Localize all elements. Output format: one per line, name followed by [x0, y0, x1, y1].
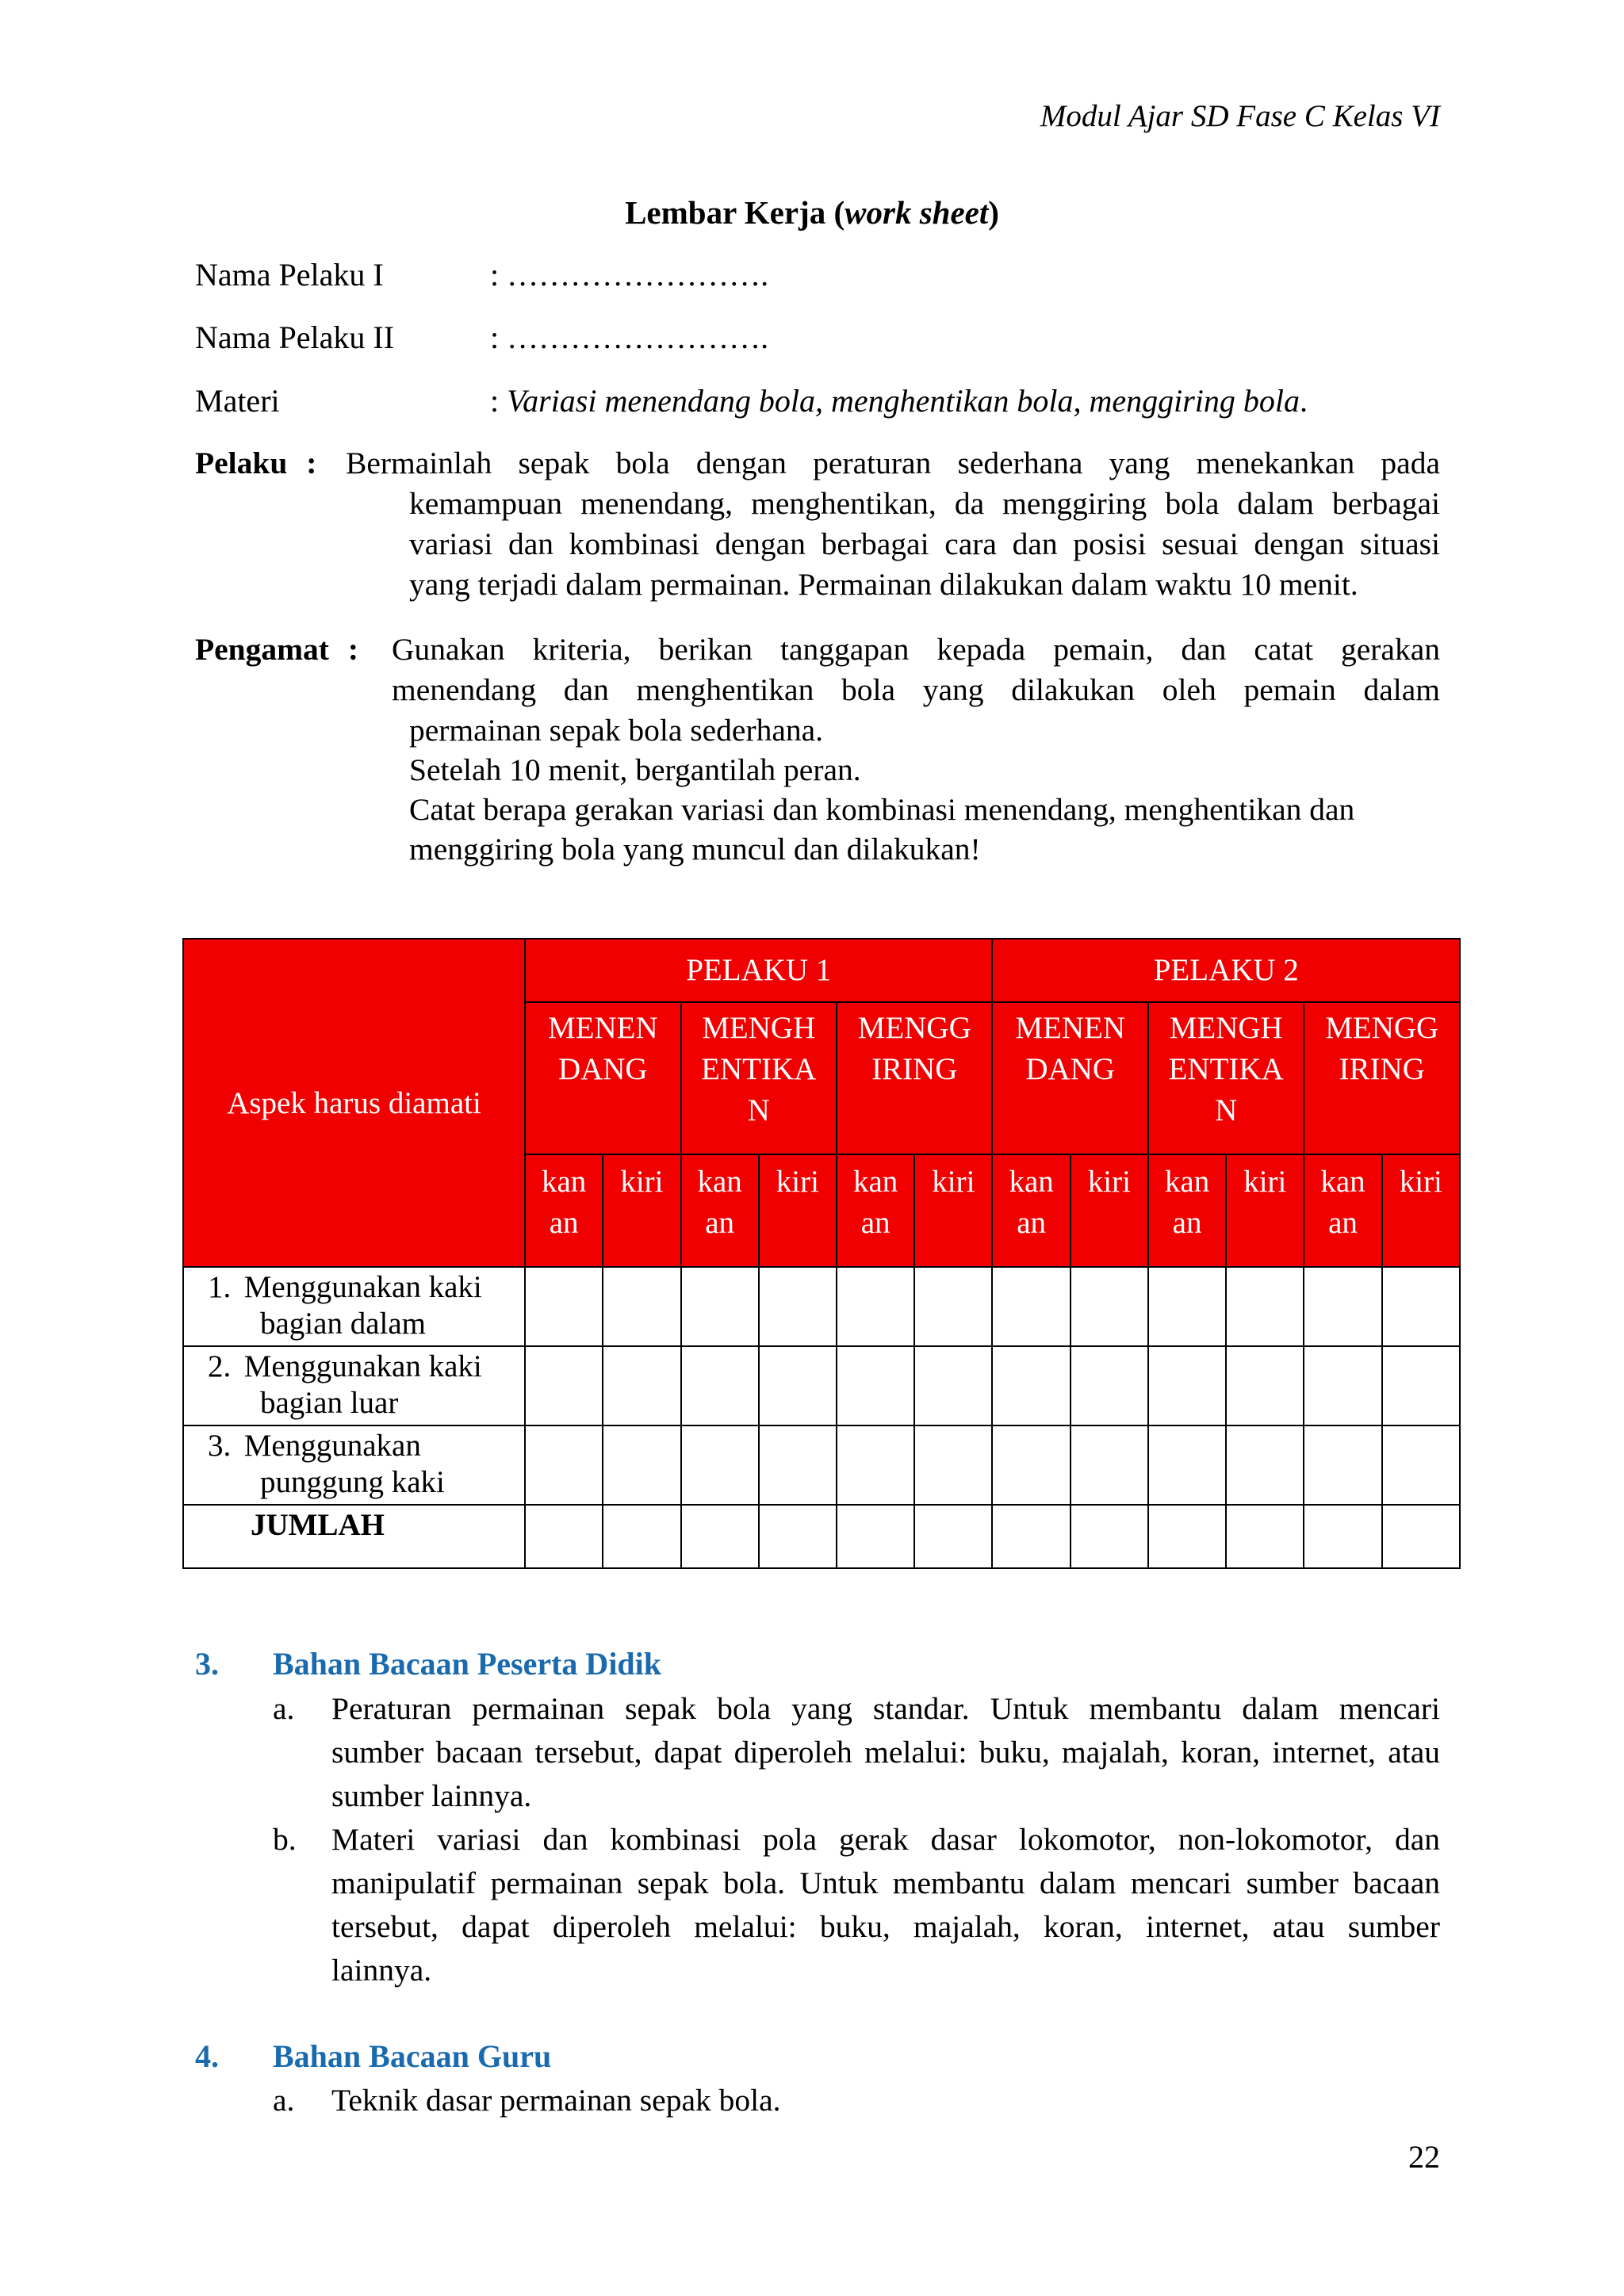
pengamat-line: menggiring bola yang muncul dan dilakukan! [409, 832, 981, 867]
entry-cell[interactable] [1071, 1267, 1148, 1346]
entry-cell[interactable] [681, 1346, 759, 1425]
side-kiri: kiri [759, 1154, 837, 1267]
entry-cell[interactable] [1071, 1346, 1148, 1425]
side-kiri: kiri [1071, 1154, 1148, 1267]
section-3-item-b [331, 1818, 1440, 1992]
entry-cell[interactable] [837, 1346, 914, 1425]
entry-cell[interactable] [1148, 1425, 1226, 1505]
skill-header-menghentikan: MENGH ENTIKA N [681, 1002, 837, 1154]
worksheet-title: Lembar Kerja (work sheet) [625, 194, 999, 231]
entry-cell[interactable] [681, 1505, 759, 1568]
entry-cell[interactable] [1226, 1346, 1304, 1425]
entry-cell[interactable] [759, 1505, 837, 1568]
entry-cell[interactable] [681, 1267, 759, 1346]
item-line: lainnya. [331, 1953, 432, 1988]
skill-header-menendang: MENEN DANG [992, 1002, 1147, 1154]
entry-cell[interactable] [992, 1346, 1070, 1425]
entry-cell[interactable] [603, 1425, 680, 1505]
entry-cell[interactable] [681, 1425, 759, 1505]
entry-cell[interactable] [1382, 1425, 1460, 1505]
entry-cell[interactable] [603, 1346, 680, 1425]
pelaku-label: Pelaku : [195, 446, 317, 480]
item-line: tersebut, dapat diperoleh melalui: buku, majalah, koran, internet, atau sumber [331, 1909, 1440, 1944]
pelaku-line: Bermainlah sepak bola dengan peraturan sederhana yang menekankan pada [346, 446, 1440, 480]
pelaku-line: yang terjadi dalam permainan. Permainan dilakukan dalam waktu 10 menit. [409, 567, 1358, 602]
item-line: Peraturan permainan sepak bola yang standar. Untuk membantu dalam mencari [331, 1691, 1440, 1726]
entry-cell[interactable] [992, 1505, 1070, 1568]
entry-cell[interactable] [1304, 1346, 1381, 1425]
entry-cell[interactable] [1304, 1267, 1381, 1346]
section-4-item-a: Teknik dasar permainan sepak bola. [331, 2083, 781, 2118]
entry-cell[interactable] [1148, 1267, 1226, 1346]
side-kanan: kan an [681, 1154, 759, 1267]
pelaku-line: variasi dan kombinasi dengan berbagai cara dan posisi sesuai dengan situasi [409, 526, 1440, 561]
side-kiri: kiri [914, 1154, 992, 1267]
side-kanan: kan an [1148, 1154, 1226, 1267]
entry-cell[interactable] [914, 1346, 992, 1425]
item-line: sumber lainnya. [331, 1778, 532, 1813]
pengamat-line: permainan sepak bola sederhana. [409, 713, 824, 748]
entry-cell[interactable] [1226, 1425, 1304, 1505]
side-kiri: kiri [1382, 1154, 1460, 1267]
skill-header-menggiring: MENGG IRING [1304, 1002, 1460, 1154]
group-header-pelaku-1: PELAKU 1 [525, 939, 992, 1002]
entry-cell[interactable] [837, 1505, 914, 1568]
field-label-pelaku-2: Nama Pelaku II [195, 320, 395, 355]
field-label-materi: Materi [195, 383, 280, 419]
entry-cell[interactable] [837, 1267, 914, 1346]
entry-cell[interactable] [1382, 1267, 1460, 1346]
page-number: 22 [1408, 2139, 1440, 2175]
aspect-header: Aspek harus diamati [183, 939, 525, 1267]
entry-cell[interactable] [914, 1425, 992, 1505]
total-label: JUMLAH [183, 1505, 525, 1568]
entry-cell[interactable] [759, 1346, 837, 1425]
pengamat-text [409, 710, 1440, 869]
row-label: 2. Menggunakan kaki bagian luar [183, 1346, 525, 1425]
entry-cell[interactable] [1148, 1346, 1226, 1425]
section-4-number: 4. [195, 2038, 219, 2074]
side-kanan: kan an [1304, 1154, 1381, 1267]
entry-cell[interactable] [525, 1425, 603, 1505]
field-label-pelaku-1: Nama Pelaku I [195, 257, 384, 293]
entry-cell[interactable] [914, 1267, 992, 1346]
observation-table [182, 938, 1461, 1569]
pengamat-line: menendang dan menghentikan bola yang dilakukan oleh pemain dalam [392, 672, 1440, 707]
group-header-pelaku-2: PELAKU 2 [992, 939, 1460, 1002]
pengamat-line: Gunakan kriteria, berikan tanggapan kepada pemain, dan catat gerakan [392, 632, 1440, 667]
pengamat-second-line-wrap [392, 670, 1440, 710]
entry-cell[interactable] [759, 1425, 837, 1505]
row-label: 3. Menggunakan punggung kaki [183, 1425, 525, 1505]
pengamat-line: Setelah 10 menit, bergantilah peran. [409, 752, 861, 787]
entry-cell[interactable] [914, 1505, 992, 1568]
side-kanan: kan an [992, 1154, 1070, 1267]
side-kanan: kan an [837, 1154, 914, 1267]
entry-cell[interactable] [1382, 1346, 1460, 1425]
entry-cell[interactable] [525, 1505, 603, 1568]
pengamat-line: Catat berapa gerakan variasi dan kombinasi menendang, menghentikan dan [409, 792, 1355, 827]
table-row [183, 1267, 1460, 1346]
entry-cell[interactable] [1226, 1505, 1304, 1568]
entry-cell[interactable] [603, 1267, 680, 1346]
pelaku-line: kemampuan menendang, menghentikan, da menggiring bola dalam berbagai [409, 486, 1440, 521]
item-line: Materi variasi dan kombinasi pola gerak dasar lokomotor, non-lokomotor, dan [331, 1822, 1440, 1857]
side-kiri: kiri [1226, 1154, 1304, 1267]
pelaku-text [409, 484, 1440, 605]
entry-cell[interactable] [1226, 1267, 1304, 1346]
running-header: Modul Ajar SD Fase C Kelas VI [1040, 99, 1440, 133]
item-line: sumber bacaan tersebut, dapat diperoleh melalui: buku, majalah, koran, internet, atau [331, 1735, 1440, 1770]
table-row [183, 1346, 1460, 1425]
skill-header-menghentikan: MENGH ENTIKA N [1148, 1002, 1304, 1154]
entry-cell[interactable] [759, 1267, 837, 1346]
pelaku-first-line-wrap [346, 443, 1440, 484]
entry-cell[interactable] [1382, 1505, 1460, 1568]
entry-cell[interactable] [1148, 1505, 1226, 1568]
field-value-pelaku-2: : ……………………. [490, 320, 769, 355]
table-row-total [183, 1505, 1460, 1568]
section-3-item-b-letter: b. [273, 1822, 297, 1857]
entry-cell[interactable] [1304, 1505, 1381, 1568]
section-4-item-a-letter: a. [273, 2083, 295, 2118]
section-3-title: Bahan Bacaan Peserta Didik [273, 1646, 662, 1682]
side-kanan: kan an [525, 1154, 603, 1267]
table-row [183, 1425, 1460, 1505]
pengamat-first-line-wrap [392, 629, 1440, 670]
entry-cell[interactable] [992, 1267, 1070, 1346]
section-3-item-a-letter: a. [273, 1691, 295, 1726]
entry-cell[interactable] [525, 1267, 603, 1346]
entry-cell[interactable] [603, 1505, 680, 1568]
field-value-materi: : Variasi menendang bola, menghentikan bola, menggiring bola. [490, 383, 1308, 419]
entry-cell[interactable] [837, 1425, 914, 1505]
skill-header-menendang: MENEN DANG [525, 1002, 680, 1154]
section-3-item-a [331, 1687, 1440, 1818]
item-line: manipulatif permainan sepak bola. Untuk membantu dalam mencari sumber bacaan [331, 1866, 1440, 1900]
entry-cell[interactable] [1071, 1425, 1148, 1505]
row-label: 1. Menggunakan kaki bagian dalam [183, 1267, 525, 1346]
skill-header-menggiring: MENGG IRING [837, 1002, 993, 1154]
pengamat-label: Pengamat : [195, 632, 358, 667]
side-kiri: kiri [603, 1154, 680, 1267]
entry-cell[interactable] [1071, 1505, 1148, 1568]
section-4-title: Bahan Bacaan Guru [273, 2038, 552, 2074]
entry-cell[interactable] [525, 1346, 603, 1425]
field-value-pelaku-1: : ……………………. [490, 257, 769, 293]
entry-cell[interactable] [1304, 1425, 1381, 1505]
entry-cell[interactable] [992, 1425, 1070, 1505]
section-3-number: 3. [195, 1646, 219, 1682]
